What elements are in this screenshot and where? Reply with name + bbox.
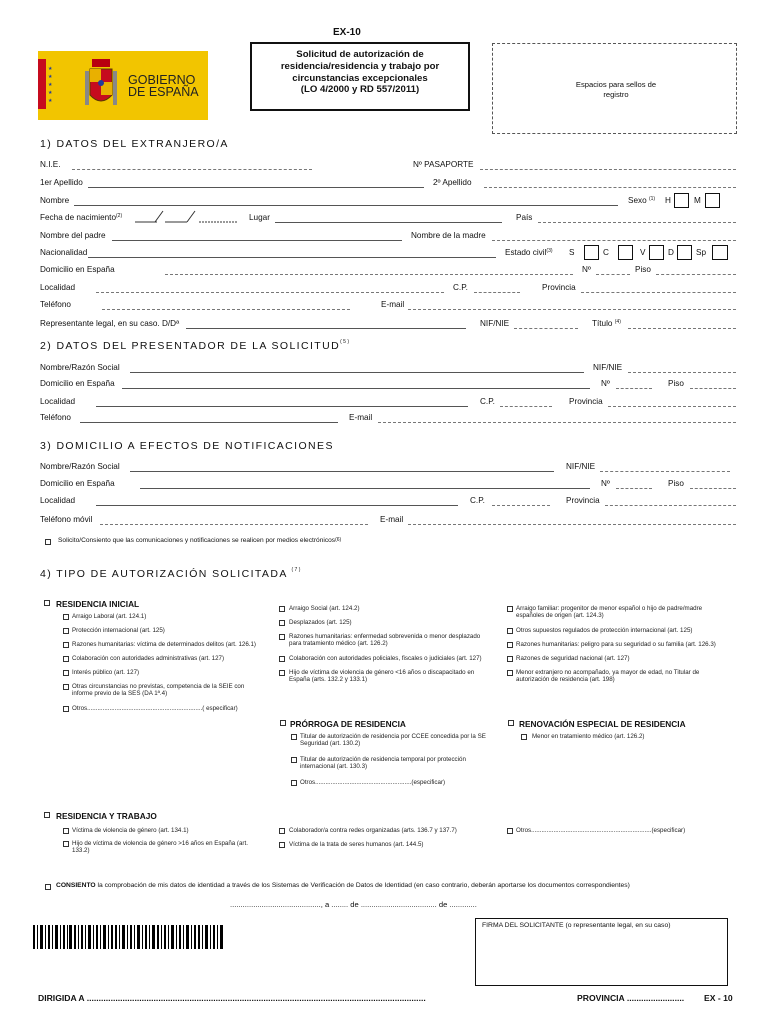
footer-code: EX - 10 (704, 993, 733, 1003)
ri-c3-checkbox[interactable] (507, 656, 513, 662)
piso-field[interactable] (656, 274, 736, 275)
s3-nombre-label: Nombre/Razón Social (40, 462, 120, 471)
apellido2-label: 2º Apellido (433, 178, 472, 187)
rt-c2-item: Colaborador/a contra redes organizadas (arts. 136.7 y 137.7) (289, 827, 457, 834)
rt-c1-item: Víctima de violencia de género (art. 134.1) (72, 827, 189, 834)
rep-nif-field[interactable] (514, 328, 578, 329)
s2-nif-field[interactable] (628, 372, 736, 373)
sexo-m-checkbox[interactable] (705, 193, 720, 208)
sexo-text: Sexo (628, 196, 647, 205)
s3-consent-checkbox[interactable] (45, 539, 51, 545)
s2-nombre-field[interactable] (130, 372, 584, 373)
nie-label: N.I.E. (40, 160, 61, 169)
gov-name (128, 74, 199, 98)
nombre-label: Nombre (40, 196, 70, 205)
rt-c1-checkbox[interactable] (63, 828, 69, 834)
representante-field[interactable] (186, 328, 466, 329)
ri-c1-checkbox[interactable] (63, 614, 69, 620)
re-checkbox[interactable] (508, 720, 514, 726)
flag-stripe (38, 59, 46, 109)
rt-c3-checkbox[interactable] (507, 828, 513, 834)
email-field[interactable] (408, 309, 736, 310)
provincia-label: Provincia (542, 283, 576, 292)
consiento-row (56, 883, 630, 890)
s3-telefono-field[interactable] (100, 524, 368, 525)
ec-c-checkbox[interactable] (618, 245, 633, 260)
ri-c3-checkbox[interactable] (507, 642, 513, 648)
ri-c3-item: Razones de seguridad nacional (art. 127) (516, 655, 630, 662)
ri-c1-item: Protección internacional (art. 125) (72, 627, 165, 634)
s3-localidad-label: Localidad (40, 496, 76, 505)
section4-ref: (7) (291, 567, 302, 573)
pr-item: Titular de autorización de residencia por CCEE concedida por la SE Seguridad (art. 130.2) (300, 733, 486, 748)
pr-item: Otros........................................................(especificar) (300, 779, 446, 786)
pais-field[interactable] (538, 222, 736, 223)
estado-civil-label (505, 249, 553, 257)
s2-domicilio-field[interactable] (122, 388, 590, 389)
ec-d-label: D (668, 248, 674, 257)
rt-checkbox[interactable] (44, 812, 50, 818)
ri-c3-checkbox[interactable] (507, 628, 513, 634)
s3-email-field[interactable] (408, 524, 736, 525)
rt-c3-item: Otros......................................................................(especificar) (516, 827, 686, 834)
rt-c1-item: Hijo de víctima de violencia de género >16 años en España (art. 133.2) (72, 840, 248, 855)
s3-nif-label: NIF/NIE (566, 462, 596, 471)
pr-title: PRÓRROGA DE RESIDENCIA (290, 719, 406, 729)
form-code: EX-10 (333, 27, 361, 38)
ri-c1-checkbox[interactable] (63, 642, 69, 648)
telefono-field[interactable] (102, 309, 350, 310)
localidad-field[interactable] (96, 292, 444, 293)
form-title-box (250, 42, 470, 111)
titulo-text: Título (592, 319, 613, 328)
gov-line1: GOBIERNO (128, 73, 196, 87)
provincia-field[interactable] (581, 292, 736, 293)
ri-c2-item: Desplazados (art. 125) (289, 619, 352, 626)
nacionalidad-label: Nacionalidad (40, 248, 88, 257)
section2-heading-text: 2) DATOS DEL PRESENTADOR DE LA SOLICITUD (40, 340, 341, 352)
apellido1-label: 1er Apellido (40, 178, 83, 187)
domicilio-label: Domicilio en España (40, 265, 115, 274)
rt-c2-item: Víctima de la trata de seres humanos (art. 144.5) (289, 841, 424, 848)
ec-s-checkbox[interactable] (584, 245, 599, 260)
sexo-h-label: H (665, 196, 671, 205)
s2-nif-label: NIF/NIE (593, 363, 623, 372)
estado-civil-text: Estado civil (505, 248, 547, 257)
cp-field[interactable] (474, 292, 520, 293)
section2-ref: (5) (340, 339, 351, 345)
pr-checkbox[interactable] (291, 734, 297, 740)
ec-v-label: V (640, 248, 646, 257)
s2-telefono-label: Teléfono (40, 413, 71, 422)
num-label: Nº (582, 265, 591, 274)
ri-c2-item: Arraigo Social (art. 124.2) (289, 605, 360, 612)
s2-piso-field[interactable] (690, 388, 736, 389)
s3-cp-field[interactable] (492, 505, 550, 506)
ri-c3-checkbox[interactable] (507, 670, 513, 676)
ri-c3-item: Arraigo familiar: progenitor de menor español o hijo de padre/madre españoles de origen (art. 124.3) (516, 605, 703, 620)
ri-c2-item: Colaboración con autoridades policiales, fiscales o judiciales (art. 127) (289, 655, 482, 662)
representante-label: Representante legal, en su caso. D/Dª (40, 319, 180, 328)
coat-of-arms-icon (84, 57, 118, 113)
gov-line2: DE ESPAÑA (128, 85, 199, 99)
pr-item: Titular de autorización de residencia temporal por protección internacional (art. 130.3) (300, 756, 466, 771)
fecha-field[interactable] (135, 209, 239, 223)
s3-num-field[interactable] (616, 488, 652, 489)
s2-cp-label: C.P. (480, 397, 495, 406)
ri-c2-checkbox[interactable] (279, 620, 285, 626)
ri-c3-item: Razones humanitarias: peligro para su seguridad o su familia (art. 126.3) (516, 641, 716, 648)
s3-piso-field[interactable] (690, 488, 736, 489)
section4-heading (40, 568, 302, 580)
fecha-ref: (2) (116, 213, 123, 219)
ec-sp-checkbox[interactable] (712, 245, 728, 260)
titulo-label (592, 320, 621, 328)
signature-box[interactable] (475, 918, 728, 986)
madre-label: Nombre de la madre (411, 231, 486, 240)
s2-provincia-field[interactable] (608, 406, 736, 407)
s3-domicilio-field[interactable] (140, 488, 590, 489)
apellido2-field[interactable] (484, 187, 736, 188)
s2-email-field[interactable] (378, 422, 736, 423)
ri-c2-checkbox[interactable] (279, 634, 285, 640)
rep-nif-label: NIF/NIE (480, 319, 510, 328)
ri-c1-item: Arraigo Laboral (art. 124.1) (72, 613, 147, 620)
s3-consent-text: Solicito/Consiento que las comunicaciones y notificaciones se realicen por medios electrónicos (58, 537, 336, 544)
ec-sp-label: Sp (696, 248, 707, 257)
fecha-text: Fecha de nacimiento (40, 213, 117, 222)
dirigida-line[interactable]: DIRIGIDA A .............................................................................................................................................. (38, 993, 426, 1003)
s3-nombre-field[interactable] (130, 471, 554, 472)
ri-title: RESIDENCIA INICIAL (56, 599, 140, 609)
apellido1-field[interactable] (88, 187, 424, 188)
pr-checkbox[interactable] (291, 757, 297, 763)
ri-c2-item: Razones humanitarias: enfermedad sobrevenida o menor desplazado para tratamiento médico (art. 126.2) (289, 633, 481, 648)
s3-localidad-field[interactable] (96, 505, 458, 506)
titulo-field[interactable] (628, 328, 736, 329)
s2-localidad-label: Localidad (40, 397, 76, 406)
seal-text: Espacios para sellos de registro (575, 80, 657, 99)
s2-nombre-label: Nombre/Razón Social (40, 363, 120, 372)
nie-field[interactable] (72, 169, 312, 170)
s2-email-label: E-mail (349, 413, 373, 422)
ri-c1-item: Interés público (art. 127) (72, 669, 140, 676)
padre-field[interactable] (112, 240, 402, 241)
consiento-checkbox[interactable] (45, 884, 51, 890)
email-label: E-mail (381, 300, 405, 309)
rt-c2-checkbox[interactable] (279, 828, 285, 834)
rt-c2-checkbox[interactable] (279, 842, 285, 848)
government-logo (38, 51, 208, 120)
ec-s-label: S (569, 248, 575, 257)
piso-label: Piso (635, 265, 651, 274)
section2-heading (40, 340, 350, 352)
re-item: Menor en tratamiento médico (art. 126.2) (532, 733, 645, 740)
s2-telefono-field[interactable] (80, 422, 338, 423)
s3-provincia-label: Provincia (566, 496, 600, 505)
barcode (33, 925, 225, 949)
ri-c2-checkbox[interactable] (279, 656, 285, 662)
fecha-label (40, 214, 122, 222)
nacionalidad-field[interactable] (88, 257, 496, 258)
date-line[interactable]: ..........................................., a ........ de .................................... de ............. (230, 900, 477, 909)
signature-label: FIRMA DEL SOLICITANTE (o representante legal, en su caso) (482, 922, 671, 929)
ec-v-checkbox[interactable] (649, 245, 664, 260)
ri-c1-checkbox[interactable] (63, 628, 69, 634)
num-field[interactable] (596, 274, 630, 275)
s3-domicilio-label: Domicilio en España (40, 479, 115, 488)
s2-num-label: Nº (601, 379, 610, 388)
ri-c3-item: Menor extranjero no acompañado, ya mayor de edad, no Titular de autorización de residencia (art. 198) (516, 669, 700, 684)
s3-cp-label: C.P. (470, 496, 485, 505)
s3-piso-label: Piso (668, 479, 684, 488)
consiento-label: CONSIENTO (56, 882, 96, 889)
nombre-field[interactable] (74, 205, 618, 206)
s3-email-label: E-mail (380, 515, 404, 524)
sexo-ref: (1) (648, 196, 656, 202)
provincia-line[interactable]: PROVINCIA ........................ (577, 993, 685, 1003)
ri-c1-checkbox[interactable] (63, 684, 69, 690)
ri-c1-item: Otros...................................................................( especificar) (72, 705, 238, 712)
ri-c3-checkbox[interactable] (507, 606, 513, 612)
cp-label: C.P. (453, 283, 468, 292)
pais-label: País (516, 213, 533, 222)
form-title: Solicitud de autorización de residencia/residencia y trabajo por circunstancias excepcionales (280, 49, 440, 84)
pr-checkbox[interactable] (280, 720, 286, 726)
lugar-label: Lugar (249, 213, 270, 222)
ri-c1-item: Razones humanitarias: víctima de determinados delitos (art. 126.1) (72, 641, 256, 648)
sexo-h-checkbox[interactable] (674, 193, 689, 208)
ri-c1-item: Otras circunstancias no previstas, competencia de la SEIE con informe previo de la SES (DA 1ª.4) (72, 683, 245, 698)
s2-cp-field[interactable] (500, 406, 552, 407)
s3-consent-ref: (6) (335, 537, 342, 543)
s2-piso-label: Piso (668, 379, 684, 388)
eu-stars-icon: ★ ★ ★ ★ ★ (48, 66, 53, 104)
seal-box (492, 43, 737, 134)
s2-domicilio-label: Domicilio en España (40, 379, 115, 388)
ri-c1-checkbox[interactable] (63, 670, 69, 676)
domicilio-field[interactable] (165, 274, 573, 275)
s2-localidad-field[interactable] (96, 406, 468, 407)
ri-c3-item: Otros supuestos regulados de protección internacional (art. 125) (516, 627, 693, 634)
s2-num-field[interactable] (616, 388, 652, 389)
section4-heading-text: 4) TIPO DE AUTORIZACIÓN SOLICITADA (40, 568, 288, 580)
ri-c2-item: Hijo de víctima de violencia de género <16 años o discapacitado en España (arts. 132.2 y 133.1) (289, 669, 475, 684)
ec-d-checkbox[interactable] (677, 245, 692, 260)
re-checkbox[interactable] (521, 734, 527, 740)
section3-heading: 3) DOMICILIO A EFECTOS DE NOTIFICACIONES (40, 440, 334, 452)
titulo-ref: (4) (614, 319, 621, 325)
telefono-label: Teléfono (40, 300, 71, 309)
ri-checkbox[interactable] (44, 600, 50, 606)
sexo-label (628, 197, 655, 205)
ri-c1-checkbox[interactable] (63, 706, 69, 712)
localidad-label: Localidad (40, 283, 76, 292)
s3-provincia-field[interactable] (605, 505, 736, 506)
ri-c1-item: Colaboración con autoridades administrativas (art. 127) (72, 655, 225, 662)
rt-title: RESIDENCIA Y TRABAJO (56, 811, 157, 821)
section1-heading: 1) DATOS DEL EXTRANJERO/A (40, 138, 229, 150)
s3-telefono-label: Teléfono móvil (40, 515, 93, 524)
lugar-field[interactable] (275, 222, 502, 223)
s3-consent-label (58, 538, 341, 545)
ri-c2-checkbox[interactable] (279, 606, 285, 612)
form-law: (LO 4/2000 y RD 557/2011) (300, 84, 420, 96)
pr-checkbox[interactable] (291, 780, 297, 786)
sexo-m-label: M (694, 196, 701, 205)
ri-c1-checkbox[interactable] (63, 656, 69, 662)
re-title: RENOVACIÓN ESPECIAL DE RESIDENCIA (519, 719, 686, 729)
madre-field[interactable] (492, 240, 736, 241)
pasaporte-field[interactable] (480, 169, 736, 170)
estado-civil-ref: (3) (546, 248, 553, 254)
s3-num-label: Nº (601, 479, 610, 488)
consiento-text: la comprobación de mis datos de identidad a través de los Sistemas de Verificación de Datos de Identidad (en caso contrario, deberán aportarse los documentos correspondientes) (97, 882, 630, 889)
ec-c-label: C (603, 248, 609, 257)
ri-c2-checkbox[interactable] (279, 670, 285, 676)
padre-label: Nombre del padre (40, 231, 106, 240)
s2-provincia-label: Provincia (569, 397, 603, 406)
pasaporte-label: Nº PASAPORTE (413, 160, 474, 169)
rt-c1-checkbox[interactable] (63, 841, 69, 847)
s3-nif-field[interactable] (600, 471, 730, 472)
